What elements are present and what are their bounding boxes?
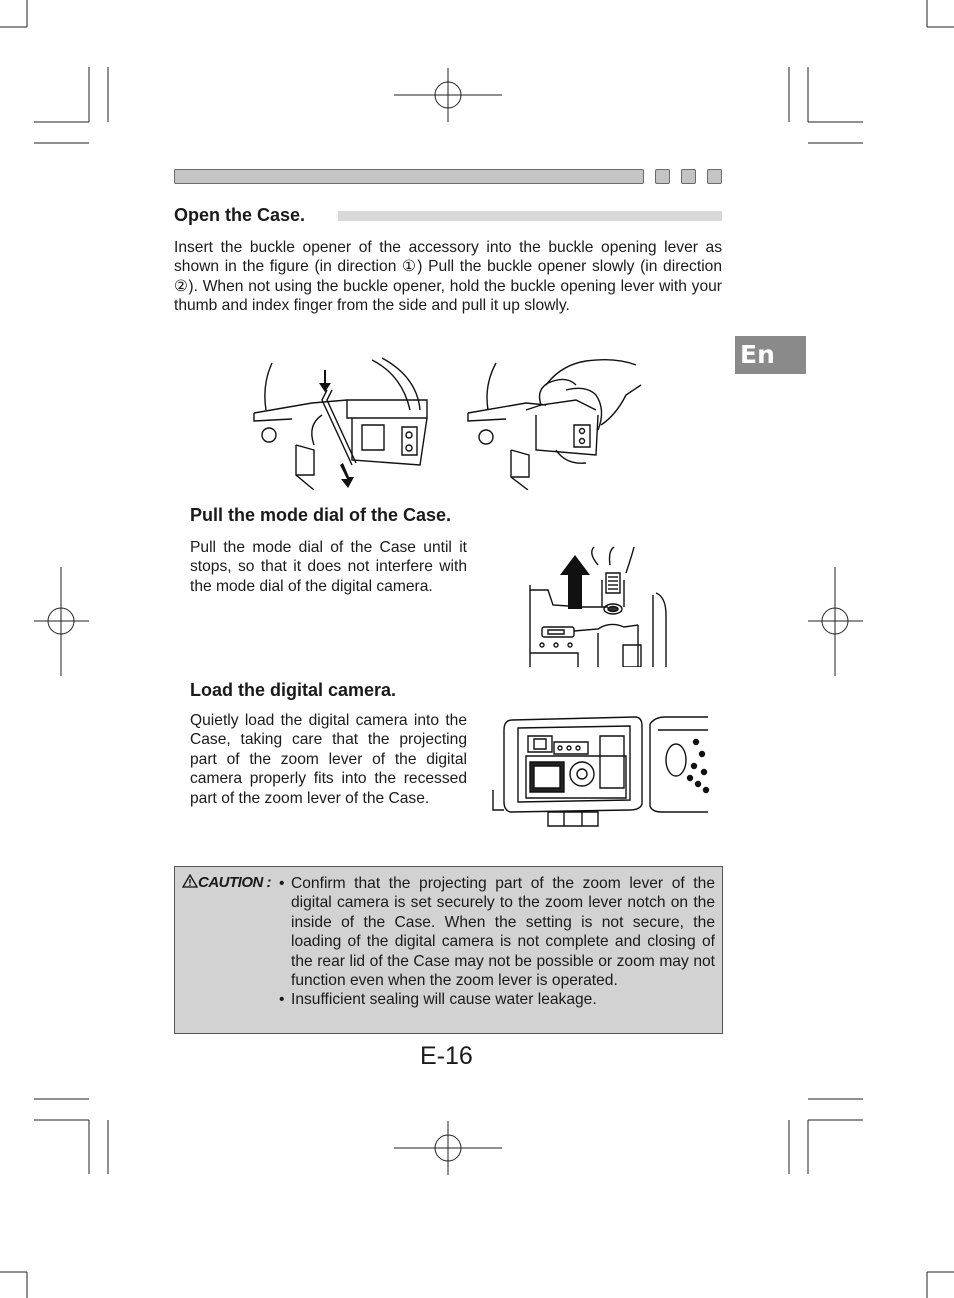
caution-box (174, 866, 723, 1034)
load-camera-figure (490, 712, 710, 830)
language-tab: En (735, 336, 806, 374)
hand-opening-case-figure (466, 355, 646, 490)
load-camera-instructions: Quietly load the digital camera into the Case, taking care that the projecting part of the zoom lever of the digital camera properly fits into the recessed part of the zoom lever of the Case. (190, 712, 467, 807)
section-heading-open: Open the Case. (174, 205, 306, 225)
section-heading-load: Load the digital camera. (190, 680, 397, 700)
heading-rule (338, 211, 722, 221)
header-square (707, 169, 722, 184)
buckle-opener-figure (252, 355, 432, 490)
arrow-up-icon (560, 555, 590, 609)
pull-dial-instructions: Pull the mode dial of the Case until it stops, so that it does not interfere with the mode dial of the digital camera. (190, 539, 467, 595)
caution-item: • Confirm that the projecting part of the zoom lever of the digital camera is set securely to the zoom lever notch on the inside of the Case. When the setting is not secure, the loading of the digital camera is not complete and closing of the rear lid of the Case may not be possible or zoom may not function even when the zoom lever is operated. (279, 874, 715, 990)
section-heading-pull: Pull the mode dial of the Case. (190, 505, 452, 525)
caution-label (182, 874, 271, 891)
page-number: E-16 (420, 1042, 473, 1070)
mode-dial-figure (528, 545, 668, 667)
header-square (655, 169, 670, 184)
header-bar (174, 169, 644, 184)
caution-list (279, 874, 715, 1010)
open-case-instructions: Insert the buckle opener of the accessory into the buckle opening lever as shown in the figure (in direction ①) Pull the buckle opener slowly (in direction ②). When not using the buckle opener, hold the buckle opening lever with your thumb and index finger from the side and pull it up slowly. (174, 239, 722, 315)
warning-triangle-icon (182, 874, 198, 888)
header-square (681, 169, 696, 184)
caution-label-text: CAUTION : (198, 874, 271, 891)
caution-item: • Insufficient sealing will cause water leakage. (279, 990, 715, 1009)
